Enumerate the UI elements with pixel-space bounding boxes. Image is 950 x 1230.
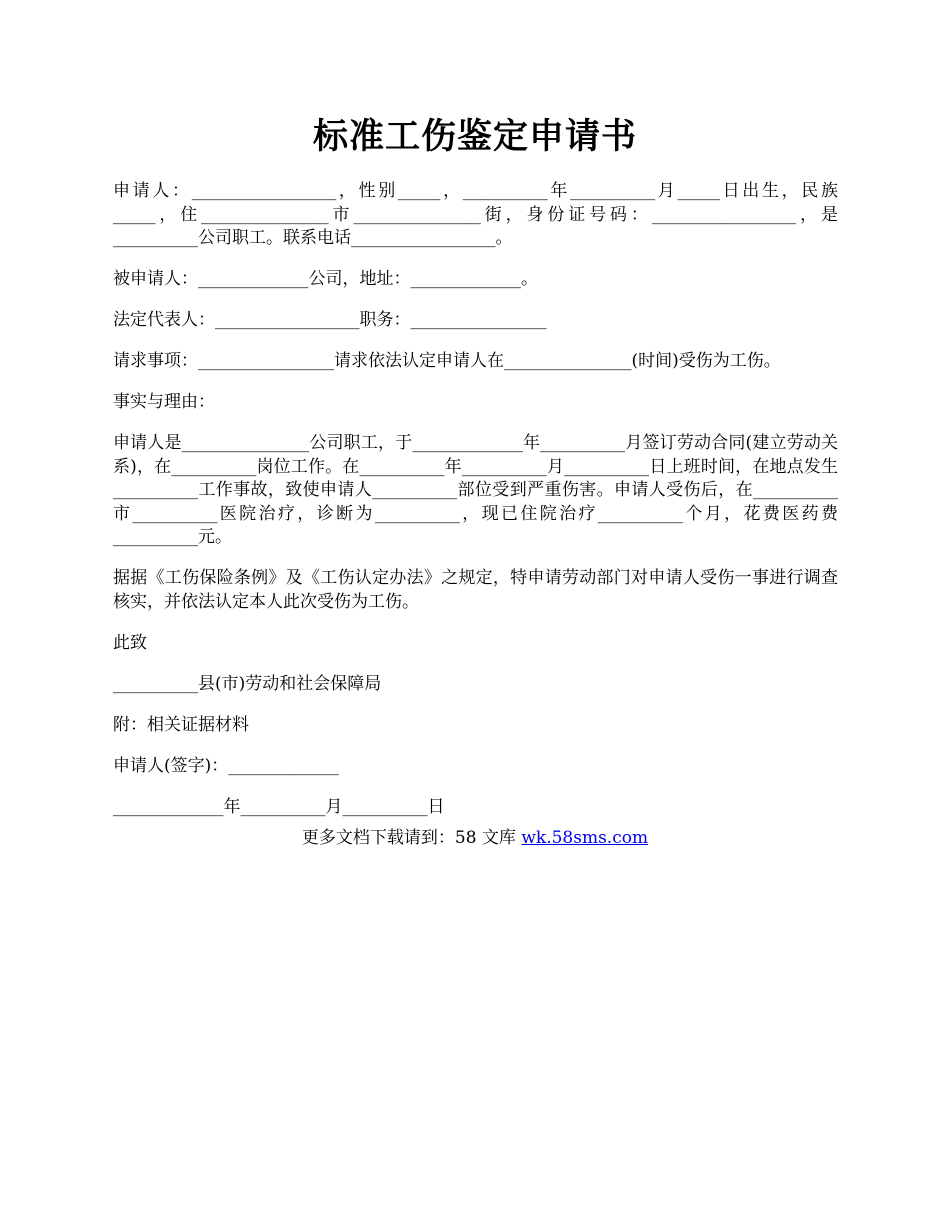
- date-line: _____________年__________月__________日: [113, 796, 445, 817]
- signature-line: 申请人(签字)：_____________: [113, 755, 339, 776]
- footer-link[interactable]: wk.58sms.com: [521, 828, 649, 848]
- attachments-line: 附：相关证据材料: [113, 714, 249, 735]
- facts-reasons-heading: 事实与理由：: [113, 392, 215, 412]
- request-items-paragraph: 请求事项：________________请求依法认定申请人在_______________(时间)受伤为工伤。: [113, 351, 781, 371]
- applicant-info-paragraph: 申请人：_________________，性别_____，__________年__________月_____日出生，民族_____，住_______________市_______________街，身份证号码：_________________，是__________公司职工。联系电话_________________。: [113, 181, 838, 248]
- respondent-paragraph: 被申请人：_____________公司，地址：_____________。: [113, 269, 538, 289]
- salutation: 此致: [113, 632, 147, 653]
- facts-paragraph: 申请人是_______________公司职工，于_____________年__________月签订劳动合同(建立劳动关系)，在__________岗位工作。在__________年__________月__________日上班时间，在地点发生__________工作事故，致使申请人__________部位受到严重伤害。申请人受伤后，在__________市__________医院治疗，诊断为__________，现已住院治疗__________个月，花费医药费__________元。: [113, 433, 838, 547]
- legal-basis-paragraph: 据据《工伤保险条例》及《工伤认定办法》之规定，特申请劳动部门对申请人受伤一事进行调查核实，并依法认定本人此次受伤为工伤。: [113, 568, 838, 612]
- legal-representative-paragraph: 法定代表人：_________________职务：________________: [113, 310, 547, 330]
- document-title: 标准工伤鉴定申请书: [312, 116, 637, 157]
- footer-text: 更多文档下载请到：58 文库: [301, 828, 522, 848]
- footer: [0, 826, 950, 850]
- document-body: [113, 180, 838, 837]
- recipient-bureau: __________县(市)劳动和社会保障局: [113, 673, 382, 694]
